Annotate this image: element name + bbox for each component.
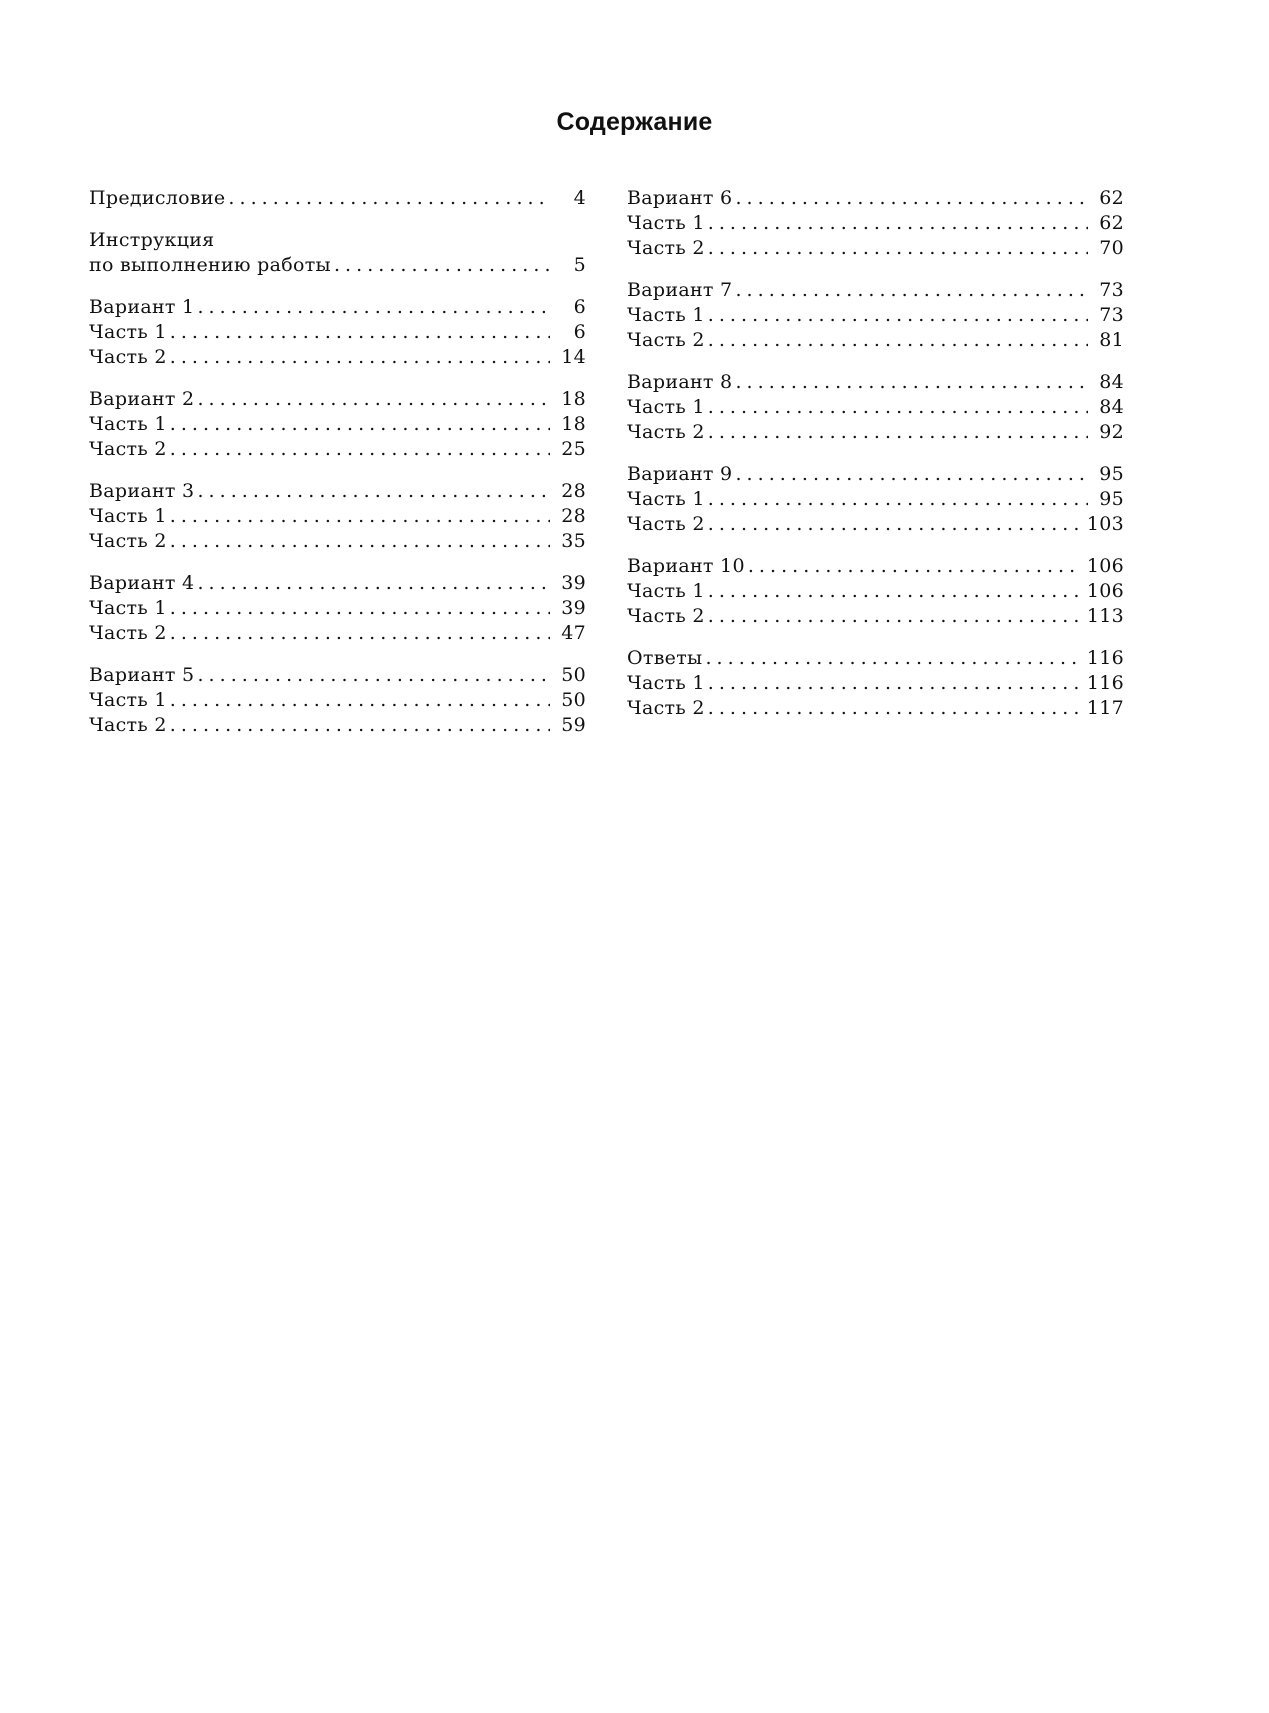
dot-leader <box>708 420 1088 445</box>
toc-entry-page: 73 <box>1099 279 1124 301</box>
toc-entry[interactable] <box>89 621 586 646</box>
toc-entry-page: 116 <box>1086 672 1124 694</box>
dot-leader <box>197 479 550 504</box>
toc-entry[interactable] <box>89 412 586 437</box>
toc-entry[interactable] <box>627 278 1124 303</box>
dot-leader <box>197 571 550 596</box>
dot-leader <box>170 596 550 621</box>
toc-entry[interactable] <box>627 462 1124 487</box>
dot-leader <box>334 253 550 278</box>
toc-entry-page: 62 <box>1099 212 1124 234</box>
toc-entry-label: Часть 1 <box>89 321 167 343</box>
toc-entry-label: Вариант 2 <box>89 388 195 410</box>
toc-entry-label: Часть 2 <box>89 530 167 552</box>
toc-group-variant-8 <box>627 370 1124 445</box>
toc-entry-label: Вариант 4 <box>89 572 195 594</box>
toc-entry[interactable] <box>627 646 1124 671</box>
dot-leader <box>170 412 550 437</box>
dot-leader <box>197 295 550 320</box>
toc-entry-page: 28 <box>561 480 586 502</box>
toc-entry-label: Часть 2 <box>627 605 705 627</box>
toc-entry-label: по выполнению работы <box>89 254 331 276</box>
toc-entry-page: 84 <box>1099 396 1124 418</box>
toc-entry[interactable] <box>89 663 586 688</box>
dot-leader <box>735 186 1088 211</box>
toc-group-variant-1 <box>89 295 586 370</box>
toc-entry-page: 50 <box>561 689 586 711</box>
toc-entry-label: Часть 1 <box>89 597 167 619</box>
toc-entry-label: Вариант 5 <box>89 664 195 686</box>
toc-entry-page: 18 <box>561 413 586 435</box>
toc-entry[interactable] <box>627 420 1124 445</box>
toc-group-variant-7 <box>627 278 1124 353</box>
toc-entry-label: Часть 1 <box>627 304 705 326</box>
dot-leader <box>228 186 550 211</box>
toc-entry[interactable] <box>89 253 586 278</box>
toc-right-column <box>627 186 1124 738</box>
dot-leader <box>170 529 550 554</box>
toc-group-variant-2 <box>89 387 586 462</box>
dot-leader <box>708 236 1088 261</box>
toc-entry-page: 62 <box>1099 187 1124 209</box>
toc-entry-label: Часть 2 <box>89 346 167 368</box>
toc-entry-label: Вариант 3 <box>89 480 195 502</box>
toc-group-variant-9 <box>627 462 1124 537</box>
toc-entry[interactable] <box>627 696 1124 721</box>
toc-entry-page: 6 <box>573 296 586 318</box>
toc-entry-label: Часть 1 <box>627 672 705 694</box>
dot-leader <box>170 437 550 462</box>
toc-entry-label: Часть 2 <box>627 697 705 719</box>
toc-entry-page: 70 <box>1099 237 1124 259</box>
toc-entry-page: 103 <box>1086 513 1124 535</box>
toc-entry[interactable] <box>89 713 586 738</box>
toc-entry[interactable] <box>89 387 586 412</box>
dot-leader <box>748 554 1081 579</box>
toc-entry-page: 14 <box>561 346 586 368</box>
toc-entry-label: Часть 1 <box>627 212 705 234</box>
toc-entry-page: 50 <box>561 664 586 686</box>
dot-leader <box>708 671 1081 696</box>
dot-leader <box>708 395 1088 420</box>
toc-entry-label-line: Инструкция <box>89 229 215 251</box>
toc-entry-page: 84 <box>1099 371 1124 393</box>
dot-leader <box>735 462 1088 487</box>
dot-leader <box>170 320 550 345</box>
toc-entry-label: Часть 2 <box>89 438 167 460</box>
toc-entry[interactable] <box>89 529 586 554</box>
toc-entry-page: 113 <box>1086 605 1124 627</box>
page-title: Содержание <box>556 108 713 136</box>
toc-entry-page: 39 <box>561 572 586 594</box>
toc-entry[interactable] <box>627 395 1124 420</box>
dot-leader <box>170 621 550 646</box>
dot-leader <box>170 504 550 529</box>
toc-entry[interactable] <box>627 236 1124 261</box>
toc-entry-page: 47 <box>561 622 586 644</box>
toc-entry[interactable] <box>89 479 586 504</box>
toc-entry-page: 92 <box>1099 421 1124 443</box>
dot-leader <box>708 579 1081 604</box>
toc-entry-page: 4 <box>573 187 586 209</box>
toc-entry-label: Часть 1 <box>89 689 167 711</box>
toc-entry[interactable] <box>627 579 1124 604</box>
toc-entry-page: 5 <box>573 254 586 276</box>
toc-entry[interactable] <box>627 604 1124 629</box>
dot-leader <box>197 663 550 688</box>
toc-entry-label: Часть 1 <box>89 505 167 527</box>
toc-entry-label: Предисловие <box>89 187 226 209</box>
dot-leader <box>708 328 1088 353</box>
toc-entry[interactable] <box>89 596 586 621</box>
toc-entry-page: 81 <box>1099 329 1124 351</box>
toc-entry[interactable] <box>627 303 1124 328</box>
toc-entry-label: Вариант 9 <box>627 463 733 485</box>
toc-entry[interactable] <box>627 186 1124 211</box>
toc-entry-label: Часть 2 <box>627 237 705 259</box>
toc-entry[interactable] <box>89 186 586 211</box>
toc-entry-label: Вариант 6 <box>627 187 733 209</box>
toc-entry-page: 39 <box>561 597 586 619</box>
dot-leader <box>708 487 1088 512</box>
toc-group-variant-6 <box>627 186 1124 261</box>
toc-entry-page: 95 <box>1099 488 1124 510</box>
dot-leader <box>708 512 1081 537</box>
toc-entry-page: 59 <box>561 714 586 736</box>
dot-leader <box>735 278 1088 303</box>
dot-leader <box>170 713 550 738</box>
toc-group-variant-3 <box>89 479 586 554</box>
dot-leader <box>197 387 550 412</box>
dot-leader <box>708 604 1081 629</box>
toc-entry-label: Вариант 8 <box>627 371 733 393</box>
toc-entry[interactable] <box>89 688 586 713</box>
dot-leader <box>708 211 1088 236</box>
toc-entry-label: Часть 2 <box>627 329 705 351</box>
toc-entry-page: 73 <box>1099 304 1124 326</box>
dot-leader <box>170 345 550 370</box>
toc-entry-page: 117 <box>1086 697 1124 719</box>
toc-entry-label: Ответы <box>627 647 703 669</box>
toc-entry[interactable] <box>627 211 1124 236</box>
toc-entry-label: Часть 2 <box>89 714 167 736</box>
toc-entry-page: 35 <box>561 530 586 552</box>
toc-entry[interactable] <box>627 328 1124 353</box>
toc-group-answers <box>627 646 1124 721</box>
toc-entry-label: Вариант 7 <box>627 279 733 301</box>
toc-entry-page: 95 <box>1099 463 1124 485</box>
toc-entry[interactable] <box>89 295 586 320</box>
toc-entry[interactable] <box>627 370 1124 395</box>
toc-entry-page: 28 <box>561 505 586 527</box>
toc-group-variant-4 <box>89 571 586 646</box>
toc-entry-label: Вариант 10 <box>627 555 745 577</box>
toc-group-variant-10 <box>627 554 1124 629</box>
toc-entry[interactable] <box>627 512 1124 537</box>
toc-entry-label: Часть 1 <box>627 580 705 602</box>
toc-group-variant-5 <box>89 663 586 738</box>
toc-entry-page: 106 <box>1086 580 1124 602</box>
toc-entry-page: 6 <box>573 321 586 343</box>
toc-group-preface <box>89 186 586 211</box>
toc-entry-label: Часть 1 <box>627 396 705 418</box>
toc-entry[interactable] <box>627 671 1124 696</box>
dot-leader <box>708 696 1081 721</box>
dot-leader <box>708 303 1088 328</box>
dot-leader <box>170 688 550 713</box>
dot-leader <box>735 370 1088 395</box>
toc-entry-label: Часть 1 <box>627 488 705 510</box>
toc-entry-label: Часть 1 <box>89 413 167 435</box>
toc-entry-page: 106 <box>1086 555 1124 577</box>
dot-leader <box>705 646 1080 671</box>
toc-group-instruction <box>89 228 586 278</box>
toc-entry[interactable] <box>89 504 586 529</box>
toc-entry-page: 116 <box>1086 647 1124 669</box>
toc-entry[interactable] <box>89 320 586 345</box>
toc-entry-page: 18 <box>561 388 586 410</box>
toc-entry[interactable] <box>89 345 586 370</box>
toc-entry[interactable] <box>89 437 586 462</box>
toc-entry[interactable] <box>627 554 1124 579</box>
toc-entry-label: Часть 2 <box>627 421 705 443</box>
toc-left-column <box>89 186 586 755</box>
toc-entry-label: Часть 2 <box>89 622 167 644</box>
toc-entry-page: 25 <box>561 438 586 460</box>
toc-entry[interactable] <box>627 487 1124 512</box>
toc-entry-label: Вариант 1 <box>89 296 195 318</box>
toc-entry[interactable] <box>89 571 586 596</box>
toc-entry-label: Часть 2 <box>627 513 705 535</box>
